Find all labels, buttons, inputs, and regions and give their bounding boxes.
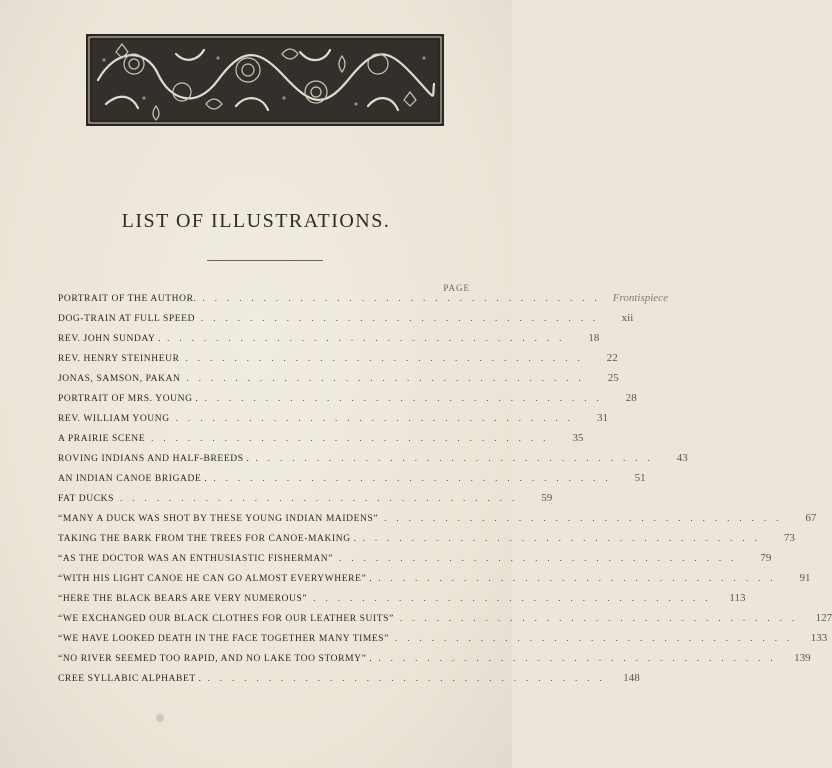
list-item [58,628,828,648]
illustrations-list [58,288,832,688]
title-rule [207,260,323,261]
entry-page: 67 [805,512,817,524]
entry-page: 18 [588,332,600,344]
entry-title: CREE SYLLABIC ALPHABET . [58,674,202,684]
entry-title: REV. WILLIAM YOUNG [58,414,170,424]
decorative-headpiece [86,34,444,126]
list-item [58,348,618,368]
dot-leader: ................................. [395,633,800,643]
entry-title: DOG-TRAIN AT FULL SPEED [58,314,196,324]
dot-leader: ................................. [255,453,660,463]
dot-leader: ................................. [362,533,767,543]
entry-title: REV. HENRY STEINHEUR [58,354,180,364]
dot-leader: ................................. [339,553,744,563]
entry-page: 25 [607,372,619,384]
list-item [58,388,637,408]
dot-leader: ................................. [185,353,590,363]
entry-page: 43 [676,452,688,464]
list-item [58,508,817,528]
list-item [58,528,795,548]
dot-leader: ................................. [186,373,591,383]
entry-title: AN INDIAN CANOE BRIGADE . [58,474,208,484]
list-item [58,548,772,568]
entry-page: Frontispiece [612,292,668,304]
entry-title: “HERE THE BLACK BEARS ARE VERY NUMEROUS” [58,594,308,604]
entry-title: ROVING INDIANS AND HALF-BREEDS . [58,454,250,464]
entry-page: 133 [810,632,828,644]
list-item [58,488,553,508]
list-item [58,668,640,688]
dot-leader: ................................. [151,433,556,443]
list-item [58,288,668,308]
entry-title: “NO RIVER SEEMED TOO RAPID, AND NO LAKE TOO STORMY” . [58,654,373,664]
entry-page: 91 [799,572,811,584]
entry-page: 73 [783,532,795,544]
entry-title: “MANY A DUCK WAS SHOT BY THESE YOUNG INDIAN MAIDENS” [58,514,379,524]
dot-leader: ................................. [213,473,618,483]
list-item [58,468,646,488]
list-item [58,448,688,468]
list-item [58,428,584,448]
entry-page: 127 [815,612,832,624]
entry-page: xii [621,312,634,324]
dot-leader: ................................. [384,513,789,523]
dot-leader: ................................. [313,593,718,603]
entry-page: 51 [634,472,646,484]
entry-page: 113 [729,592,746,604]
list-item [58,568,811,588]
dot-leader: ................................. [175,413,580,423]
entry-title: FAT DUCKS [58,494,114,504]
list-item [58,408,608,428]
entry-title: TAKING THE BARK FROM THE TREES FOR CANOE-MAKING . [58,534,357,544]
dot-leader: ................................. [378,653,783,663]
dot-leader: ................................. [202,293,607,303]
entry-title: PORTRAIT OF MRS. YOUNG . [58,394,199,404]
entry-page: 35 [572,432,584,444]
dot-leader: ................................. [399,613,805,623]
entry-page: 79 [760,552,772,564]
entry-title: PORTRAIT OF THE AUTHOR. [58,294,197,304]
list-item [58,648,811,668]
entry-title: REV. JOHN SUNDAY . [58,334,162,344]
dot-leader: ................................. [204,393,609,403]
entry-page: 22 [606,352,618,364]
entry-page: 139 [794,652,811,664]
list-item [58,588,746,608]
list-item [58,368,619,388]
entry-title: “WE EXCHANGED OUR BLACK CLOTHES FOR OUR LEATHER SUITS” [58,614,394,624]
entry-page: 148 [623,672,640,684]
entry-title: JONAS, SAMSON, PAKAN [58,374,181,384]
entry-title: “WITH HIS LIGHT CANOE HE CAN GO ALMOST EVERYWHERE” . [58,574,373,584]
entry-page: 59 [541,492,553,504]
dot-leader: ................................. [167,333,572,343]
list-item [58,308,634,328]
dot-leader: ................................. [201,313,606,323]
entry-title: “WE HAVE LOOKED DEATH IN THE FACE TOGETHER MANY TIMES” [58,634,390,644]
entry-page: 28 [625,392,637,404]
dot-leader: ................................. [120,493,525,503]
page-title: LIST OF ILLUSTRATIONS. [121,210,391,232]
page-column-label: PAGE [443,283,470,293]
paper-smudge [156,714,164,722]
list-item [58,608,832,628]
entry-title: “AS THE DOCTOR WAS AN ENTHUSIASTIC FISHERMAN” [58,554,334,564]
dot-leader: ................................. [207,673,612,683]
entry-page: 31 [596,412,608,424]
entry-title: A PRAIRIE SCENE [58,434,146,444]
list-item [58,328,600,348]
dot-leader: ................................. [378,573,783,583]
